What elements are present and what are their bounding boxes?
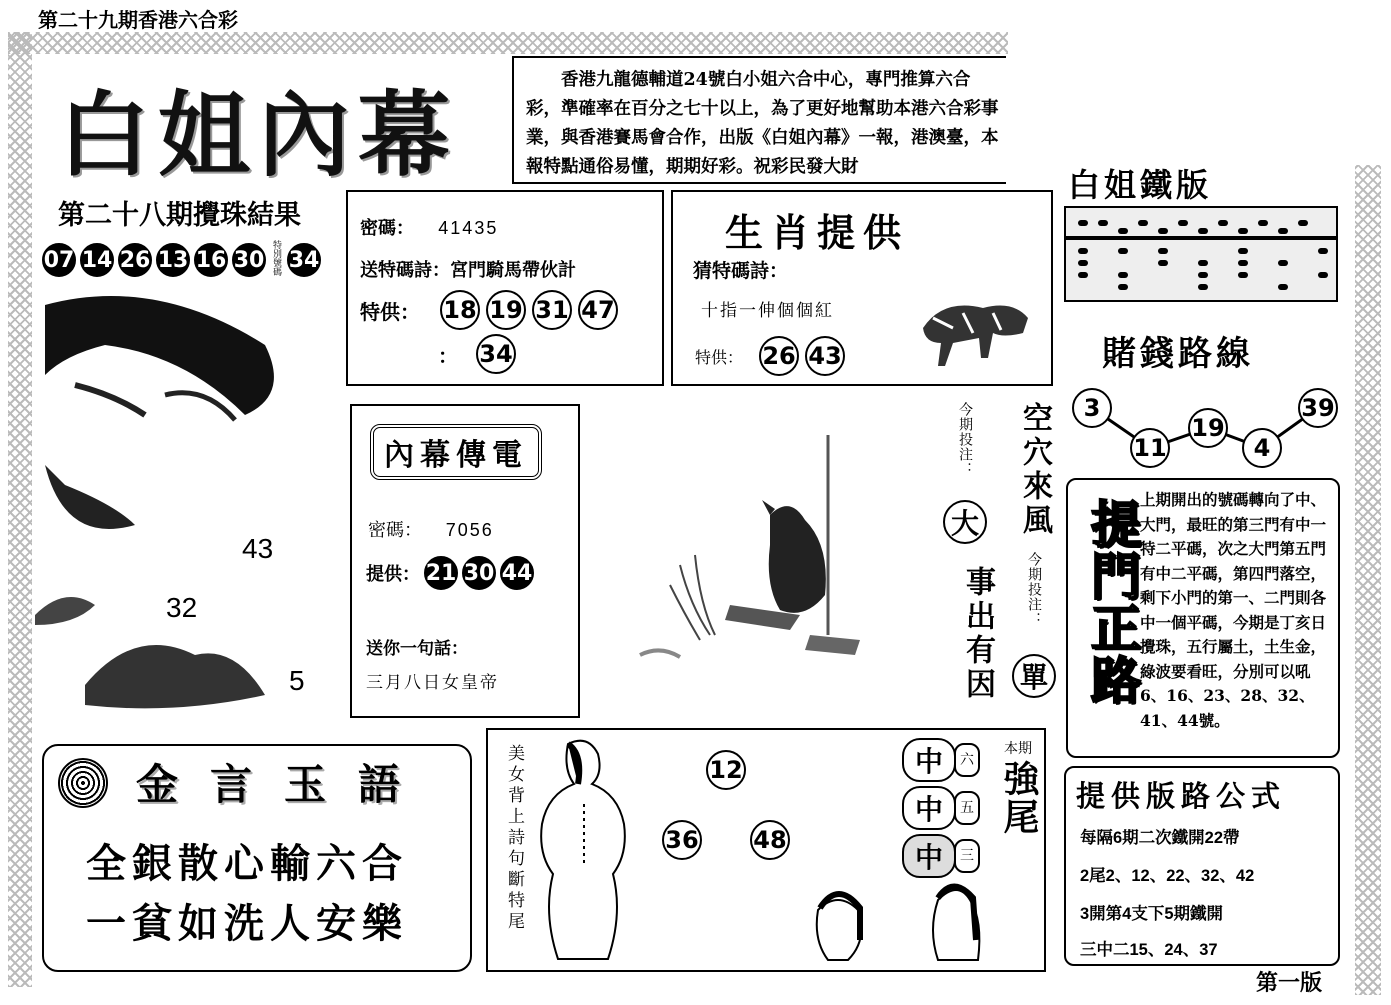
portrait-illustration xyxy=(35,285,305,735)
inside-code-row xyxy=(368,516,494,542)
inside-offer-row xyxy=(366,556,534,590)
inside-ball: 44 xyxy=(500,556,534,590)
scatter-number-2: 32 xyxy=(166,592,198,623)
golden-words-box xyxy=(42,744,472,972)
inside-call-title: 內幕傳電 xyxy=(370,424,542,480)
issue-title: 第二十九期香港六合彩 xyxy=(38,8,238,32)
zodiac-poem: 十指一伸個個紅 xyxy=(701,301,834,321)
path-ball: 11 xyxy=(1130,428,1170,468)
result-ball: 16 xyxy=(194,243,228,277)
kangaroo-illustration xyxy=(600,405,900,705)
poem-label: 送特碼詩： xyxy=(360,260,450,281)
bet-poem-2: 事出有因 xyxy=(960,566,995,702)
intro-box xyxy=(512,56,1006,184)
zodiac-ball: 26 xyxy=(759,336,799,376)
results-numbers xyxy=(42,240,321,280)
zodiac-offer-row xyxy=(695,336,845,376)
zodiac-offer-label: 特供： xyxy=(695,347,744,367)
formula-title: 提供版路公式 xyxy=(1076,779,1287,813)
results-title: 第二十八期攪珠結果 xyxy=(58,200,301,231)
code-label: 密碼： xyxy=(360,218,414,239)
golden-words-line2: 一貧如洗人安樂 xyxy=(86,900,408,947)
decorative-border-top xyxy=(8,32,1008,54)
path-ball: 4 xyxy=(1242,428,1282,468)
result-ball: 07 xyxy=(42,243,76,277)
bet-pick-2: 單 xyxy=(1012,654,1056,698)
extra-row xyxy=(438,334,516,374)
extra-label: ： xyxy=(438,343,458,368)
bet-label-1: 今期投注： xyxy=(957,402,973,477)
poem-text: 宮門騎馬帶伙計 xyxy=(450,260,576,281)
formula-box xyxy=(1064,766,1340,966)
offer-ball: 18 xyxy=(440,290,480,330)
extra-ball: 34 xyxy=(476,334,516,374)
abacus xyxy=(1064,206,1338,302)
woman-back-illustration xyxy=(528,734,638,964)
formula-line: 每隔6期二次鐵開22帶 xyxy=(1080,829,1240,847)
scatter-number-3: 5 xyxy=(289,665,305,696)
abacus-title: 白姐鐵版 xyxy=(1068,160,1212,209)
bet-poem-1: 空穴來風 xyxy=(1017,402,1052,538)
kangaroo-icon xyxy=(600,405,900,705)
portrait-image xyxy=(35,285,305,735)
result-ball: 14 xyxy=(80,243,114,277)
offer-ball: 31 xyxy=(532,290,572,330)
phrase-text: 三月八日女皇帝 xyxy=(366,673,499,693)
door-road-title: 提門正路 xyxy=(1083,498,1142,706)
beauty-ball: 12 xyxy=(706,750,746,790)
strong-label: 本期 xyxy=(1004,741,1032,757)
zodiac-box xyxy=(671,190,1053,386)
poem-row xyxy=(360,256,576,282)
beauty-box xyxy=(486,728,1046,972)
formula-line: 3開第4支下5期鐵開 xyxy=(1080,905,1224,923)
code-value: 41435 xyxy=(438,218,499,238)
mid-big: 中 xyxy=(902,834,956,878)
special-label: 特別號碼 xyxy=(271,240,281,276)
offer-ball: 47 xyxy=(578,290,618,330)
tiger-icon xyxy=(913,288,1043,374)
women-illustration xyxy=(808,870,1008,966)
inside-ball: 30 xyxy=(462,556,496,590)
door-road-text: 上期開出的號碼轉向了中、大門，最旺的第三門有中一特二平碼，次之大門第五門有中二平碼，第四門落空，剩下小門的第一、二門則各中一個平碼，今期是丁亥日攪珠，五行屬土，土生金，綠波要看旺，分別可以吼6、16、23、28、32、41、44號。 xyxy=(1140,490,1327,730)
formula-line: 2尾2、12、22、32、42 xyxy=(1080,867,1255,885)
beauty-ball: 36 xyxy=(662,820,702,860)
scatter-number-1: 43 xyxy=(242,533,274,564)
inside-ball: 21 xyxy=(424,556,458,590)
offer-ball: 19 xyxy=(486,290,526,330)
door-road-box xyxy=(1066,478,1340,758)
zodiac-guess-label: 猜特碼詩： xyxy=(693,260,789,282)
intro-text: 香港九龍德輔道24號白小姐六合中心，專門推算六合彩，準確率在百分之七十以上，為了更好地幫助本港六合彩事業，與香港賽馬會合作，出版《白姐內幕》一報，港澳臺，本報特點通俗易懂，期期好彩。祝彩民發大財 xyxy=(526,70,999,177)
golden-words-line1: 全銀散心輸六合 xyxy=(86,840,408,887)
result-ball: 13 xyxy=(156,243,190,277)
abacus-subtitle: 賭錢路線 xyxy=(1102,334,1254,374)
code-box xyxy=(346,190,664,386)
decorative-border-right xyxy=(1355,165,1381,995)
decorative-border-left xyxy=(8,32,32,987)
mid-small: 三 xyxy=(954,839,980,873)
offer-row xyxy=(360,290,618,330)
special-ball: 34 xyxy=(287,243,321,277)
phrase-label: 送你一句話： xyxy=(366,639,468,659)
bet-label-2: 今期投注： xyxy=(1026,552,1042,627)
path-ball: 3 xyxy=(1072,388,1112,428)
mid-small: 五 xyxy=(954,791,980,825)
bet-pick-1: 大 xyxy=(943,500,987,544)
strong-title: 強尾 xyxy=(998,760,1040,836)
path-ball: 39 xyxy=(1298,388,1338,428)
inside-code: 7056 xyxy=(445,520,494,540)
mid-item xyxy=(902,738,980,782)
mid-items xyxy=(902,738,980,878)
beauty-ball: 48 xyxy=(750,820,790,860)
mid-small: 六 xyxy=(954,743,980,777)
result-ball: 26 xyxy=(118,243,152,277)
beauty-side-text: 美女背上詩句斷特尾 xyxy=(504,744,524,933)
inside-call-box xyxy=(350,404,580,718)
mid-big: 中 xyxy=(902,738,956,782)
offer-label: 特供： xyxy=(360,299,420,324)
inside-offer-label: 提供： xyxy=(366,564,420,585)
code-row xyxy=(360,214,498,240)
inside-code-label: 密碼： xyxy=(368,520,422,541)
zodiac-ball: 43 xyxy=(805,336,845,376)
abacus-icon xyxy=(1066,208,1336,300)
result-ball: 30 xyxy=(232,243,266,277)
page-number: 第一版 xyxy=(1256,970,1323,996)
mid-big: 中 xyxy=(902,786,956,830)
path-ball: 19 xyxy=(1188,408,1228,448)
golden-words-title: 金言玉語 xyxy=(136,760,433,809)
zodiac-title: 生肖提供 xyxy=(725,210,910,255)
formula-line: 三中二15、24、37 xyxy=(1080,941,1218,959)
masthead: 白姐內幕 xyxy=(58,81,459,189)
flower-icon xyxy=(58,758,108,808)
mid-item xyxy=(902,786,980,830)
mid-item xyxy=(902,834,980,878)
